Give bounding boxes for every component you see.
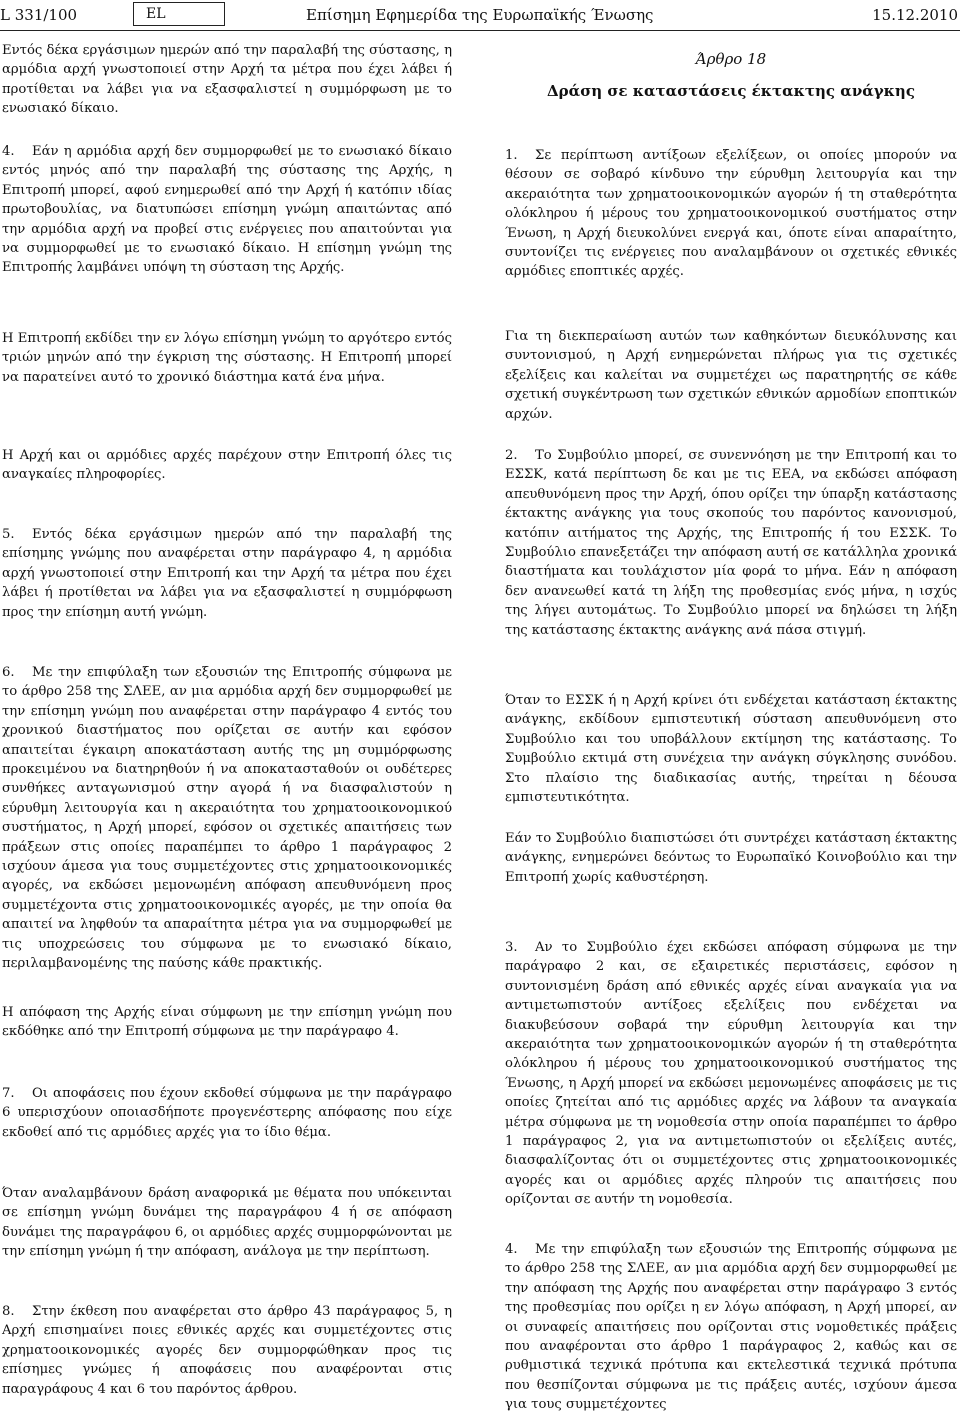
left-para-6: [2, 663, 452, 974]
right-para-1: [505, 146, 957, 282]
left-para-4: [2, 142, 452, 278]
para-number: 7.: [2, 1086, 15, 1101]
left-para-compliance: Όταν αναλαμβάνουν δράση αναφορικά με θέματα που υπόκεινται σε επίσημη γνώμη δυνάμει της παραγράφου 4 ή σε απόφαση δυνάμει της παραγράφου 6, οι αρμόδιες αρχές συμμορφώνονται με την επίσημη γνώμη ή την απόφαση, ανάλογα με την περίπτωση.: [2, 1186, 452, 1260]
para-number: 1.: [505, 148, 518, 163]
para-number: 6.: [2, 665, 15, 680]
left-para-commission: Η Επιτροπή εκδίδει την εν λόγω επίσημη γνώμη το αργότερο εντός τριών μηνών από την έγκριση της σύστασης. Η Επιτροπή μπορεί να παρατείνει αυτό το χρονικό διάστημα κατά ένα μήνα.: [2, 331, 452, 385]
article-heading: Δράση σε καταστάσεις έκτακτης ανάγκης: [547, 82, 915, 100]
right-para-3: [505, 938, 957, 1210]
para-text: Στην έκθεση που αναφέρεται στο άρθρο 43 παράγραφος 5, η Αρχή επισημαίνει ποιες εθνικές αρχές και συμμετέχοντες στις χρηματοοικονομικές αγορές δεν συμμορφώθηκαν προς τις επίσημες γνώμες ή αποφάσεις που αναφέρονται στις παραγράφους 4 και 6 του παρόντος άρθρου.: [2, 1304, 452, 1397]
header-rule: [0, 30, 960, 31]
para-number: 4.: [2, 144, 15, 159]
article-title: Άρθρο 18: [695, 50, 767, 68]
right-para-esrb: Όταν το ΕΣΣΚ ή η Αρχή κρίνει ότι ενδέχεται κατάσταση έκτακτης ανάγκης, εκδίδουν εμπιστευτική σύσταση απευθυνόμενη στο Συμβούλιο και του υποβάλλουν εκτίμηση της κατάστασης. Το Συμβούλιο εκτιμά στη συνέχεια την ανάγκη σύγκλησης συνόδου. Στο πλαίσιο της διαδικασίας αυτής, τηρείται η δέουσα εμπιστευτικότητα.: [505, 693, 957, 806]
right-para-council: Εάν το Συμβούλιο διαπιστώσει ότι συντρέχει κατάσταση έκτακτης ανάγκης, ενημερώνει δεόντως το Ευρωπαϊκό Κοινοβούλιο και την Επιτροπή χωρίς καθυστέρηση.: [505, 831, 957, 885]
para-text: Το Συμβούλιο μπορεί, σε συνεννόηση με την Επιτροπή και το ΕΣΣΚ, κατά περίπτωση δε και με τις ΕΕΑ, να εκδώσει απόφαση απευθυνόμενη προς την Αρχή, όπου ορίζει την ύπαρξη κατάστασης έκτακτης ανάγκης για τους σκοπούς του παρόντος κανονισμού, κατόπιν αιτήματος της Αρχής, της Επιτροπής ή του ΕΣΣΚ. Το Συμβούλιο επανεξετάζει την απόφαση αυτή σε κατάλληλα χρονικά διαστήματα και τουλάχιστον μία φορά το μήνα. Εάν η απόφαση δεν ανανεωθεί κατά τη λήξη της προθεσμίας ενός μήνα, η ισχύς της λήγει αυτομάτως. Το Συμβούλιο μπορεί να δηλώσει τη λήξη της κατάστασης έκτακτης ανάγκης ανά πάσα στιγμή.: [505, 448, 957, 638]
page-reference: L 331/100: [0, 6, 78, 24]
left-para-authority-decision: Η απόφαση της Αρχής είναι σύμφωνη με την επίσημη γνώμη που εκδόθηκε από την Επιτροπή σύμφωνα με την παράγραφο 4.: [2, 1005, 452, 1040]
left-para-8: [2, 1302, 452, 1399]
language-badge: EL: [133, 2, 225, 26]
page-header: [0, 2, 960, 28]
left-para-1: Εντός δέκα εργάσιμων ημερών από την παραλαβή της σύστασης, η αρμόδια αρχή γνωστοποιεί στην Αρχή τα μέτρα που έχει λάβει ή προτίθεται να λάβει για να εξασφαλιστεί η συμμόρφωση με το ενωσιακό δίκαιο.: [2, 43, 452, 117]
para-text: Σε περίπτωση αντίξοων εξελίξεων, οι οποίες μπορούν να θέσουν σε σοβαρό κίνδυνο την εύρυθμη λειτουργία και την ακεραιότητα των χρηματοοικονομικών αγορών ή τη σταθερότητα ολόκληρου ή μέρους του χρηματοοικονομικού συστήματος στην Ένωση, η Αρχή διευκολύνει ενεργά και, όποτε είναι απαραίτητο, συντονίζει τις ενέργειες που αναλαμβάνουν οι σχετικές εθνικές αρμόδιες εποπτικές αρχές.: [505, 148, 957, 280]
para-text: Οι αποφάσεις που έχουν εκδοθεί σύμφωνα με την παράγραφο 6 υπερισχύουν οποιασδήποτε προγενέστερης απόφασης που είχε εκδοθεί από τις αρμόδιες αρχές για το ίδιο θέμα.: [2, 1086, 452, 1140]
para-number: 2.: [505, 448, 518, 463]
para-number: 3.: [505, 940, 518, 955]
left-para-7: [2, 1084, 452, 1142]
journal-title: Επίσημη Εφημερίδα της Ευρωπαϊκής Ένωσης: [306, 6, 654, 24]
para-number: 8.: [2, 1304, 15, 1319]
para-number: 4.: [505, 1242, 518, 1257]
para-text: Αν το Συμβούλιο έχει εκδώσει απόφαση σύμφωνα με την παράγραφο 2 και, σε εξαιρετικές περιστάσεις, εφόσον η συντονισμένη δράση από εθνικές αρχές είναι αναγκαία για να αντιμετωπιστούν αντίξοες εξελίξεις που ενδέχεται να διακυβεύσουν σοβαρά την εύρυθμη λειτουργία και την ακεραιότητα των χρηματοοικονομικών αγορών ή τη σταθερότητα ολόκληρου ή μέρους του χρηματοοικονομικού συστήματος της Ένωσης, η Αρχή μπορεί να εκδώσει μεμονωμένες αποφάσεις με τις οποίες ζητείται από τις αρμόδιες αρχές να λάβουν τα αναγκαία μέτρα σύμφωνα με τη νομοθεσία στην οποία παραπέμπει το άρθρο 1 παράγραφος 2, για να αντιμετωπιστούν οι εξελίξεις αυτές, διασφαλίζοντας ότι οι συμμετέχοντες στις χρηματοοικονομικές αγορές και οι αρμόδιες αρχές πληρούν τις απαιτήσεις που ορίζονται σε αυτήν τη νομοθεσία.: [505, 940, 957, 1208]
publication-date: 15.12.2010: [872, 6, 958, 24]
left-para-information: Η Αρχή και οι αρμόδιες αρχές παρέχουν στην Επιτροπή όλες τις αναγκαίες πληροφορίες.: [2, 448, 452, 483]
para-text: Εντός δέκα εργάσιμων ημερών από την παραλαβή της επίσημης γνώμης που αναφέρεται στην παράγραφο 4, η αρμόδια αρχή γνωστοποιεί στην Επιτροπή και την Αρχή τα μέτρα που έχει λάβει ή προτίθεται να λάβει για να εξασφαλιστεί η συμμόρφωση προς την επίσημη αυτή γνώμη.: [2, 527, 452, 620]
right-para-4: [505, 1240, 957, 1415]
para-text: Εάν η αρμόδια αρχή δεν συμμορφωθεί με το ενωσιακό δίκαιο εντός μηνός από την παραλαβή της σύστασης της Αρχής, η Επιτροπή μπορεί, αφού ενημερωθεί από την Αρχή ή κατόπιν ιδίας πρωτοβουλίας, να διατυπώσει επίσημη γνώμη απαιτώντας από την αρμόδια αρχή να προβεί στις ενέργειες που απαιτούνται για να συμμορφωθεί με το ενωσιακό δίκαιο. Η επίσημη γνώμη της Επιτροπής λαμβάνει υπόψη τη σύσταση της Αρχής.: [2, 144, 452, 276]
right-para-2: [505, 446, 957, 640]
right-para-coordination: Για τη διεκπεραίωση αυτών των καθηκόντων διευκόλυνσης και συντονισμού, η Αρχή ενημερώνεται πλήρως για τις σχετικές εξελίξεις και καλείται να συμμετέχει ως παρατηρητής σε κάθε σχετική συγκέντρωση των σχετικών εθνικών αρμοδίων εποπτικών αρχών.: [505, 329, 957, 422]
para-text: Με την επιφύλαξη των εξουσιών της Επιτροπής σύμφωνα με το άρθρο 258 της ΣΛΕΕ, αν μια αρμόδια αρχή δεν συμμορφωθεί με την απόφαση της Αρχής που αναφέρεται στην παράγραφο 3 εντός της προθεσμίας που ορίζει η εν λόγω απόφαση, η Αρχή μπορεί, αν οι συναφείς απαιτήσεις που ορίζονται στις νομοθετικές πράξεις που αναφέρονται στο άρθρο 1 παράγραφος 2, καθώς και σε ρυθμιστικά τεχνικά πρότυπα και εκτελεστικά τεχνικά πρότυπα που θεσπίζονται σύμφωνα με τις πράξεις αυτές, ισχύουν άμεσα για τους συμμετέχοντες: [505, 1242, 957, 1413]
left-para-5: [2, 525, 452, 622]
para-text: Με την επιφύλαξη των εξουσιών της Επιτροπής σύμφωνα με το άρθρο 258 της ΣΛΕΕ, αν μια αρμόδια αρχή δεν συμμορφωθεί με την επίσημη γνώμη που αναφέρεται στην παράγραφο 4 εντός του χρονικού διαστήματος που ορίζεται σε αυτήν και εφόσον απαιτείται έγκαιρη αποκατάσταση αυτής της μη συμμόρφωσης προκειμένου να διατηρηθούν ή να αποκατασταθούν οι ουδέτερες συνθήκες ανταγωνισμού στην αγορά ή να διασφαλιστούν η εύρυθμη λειτουργία και η ακεραιότητα του χρηματοοικονομικού συστήματος, η Αρχή μπορεί, εφόσον οι σχετικές απαιτήσεις των πράξεων στις οποίες παραπέμπει το άρθρο 1 παράγραφος 2 ισχύουν άμεσα για τους συμμετέχοντες στις χρηματοοικονομικές αγορές, να εκδώσει μεμονωμένη απόφαση απευθυνόμενη προς συμμετέχοντα στις χρηματοοικονομικές αγορές, με την οποία θα απαιτεί να ληφθούν τα απαραίτητα μέτρα για να συμμορφωθεί με τις υποχρεώσεις του σύμφωνα με το ενωσιακό δίκαιο, περιλαμβανομένης της παύσης κάθε πρακτικής.: [2, 665, 452, 972]
para-number: 5.: [2, 527, 15, 542]
